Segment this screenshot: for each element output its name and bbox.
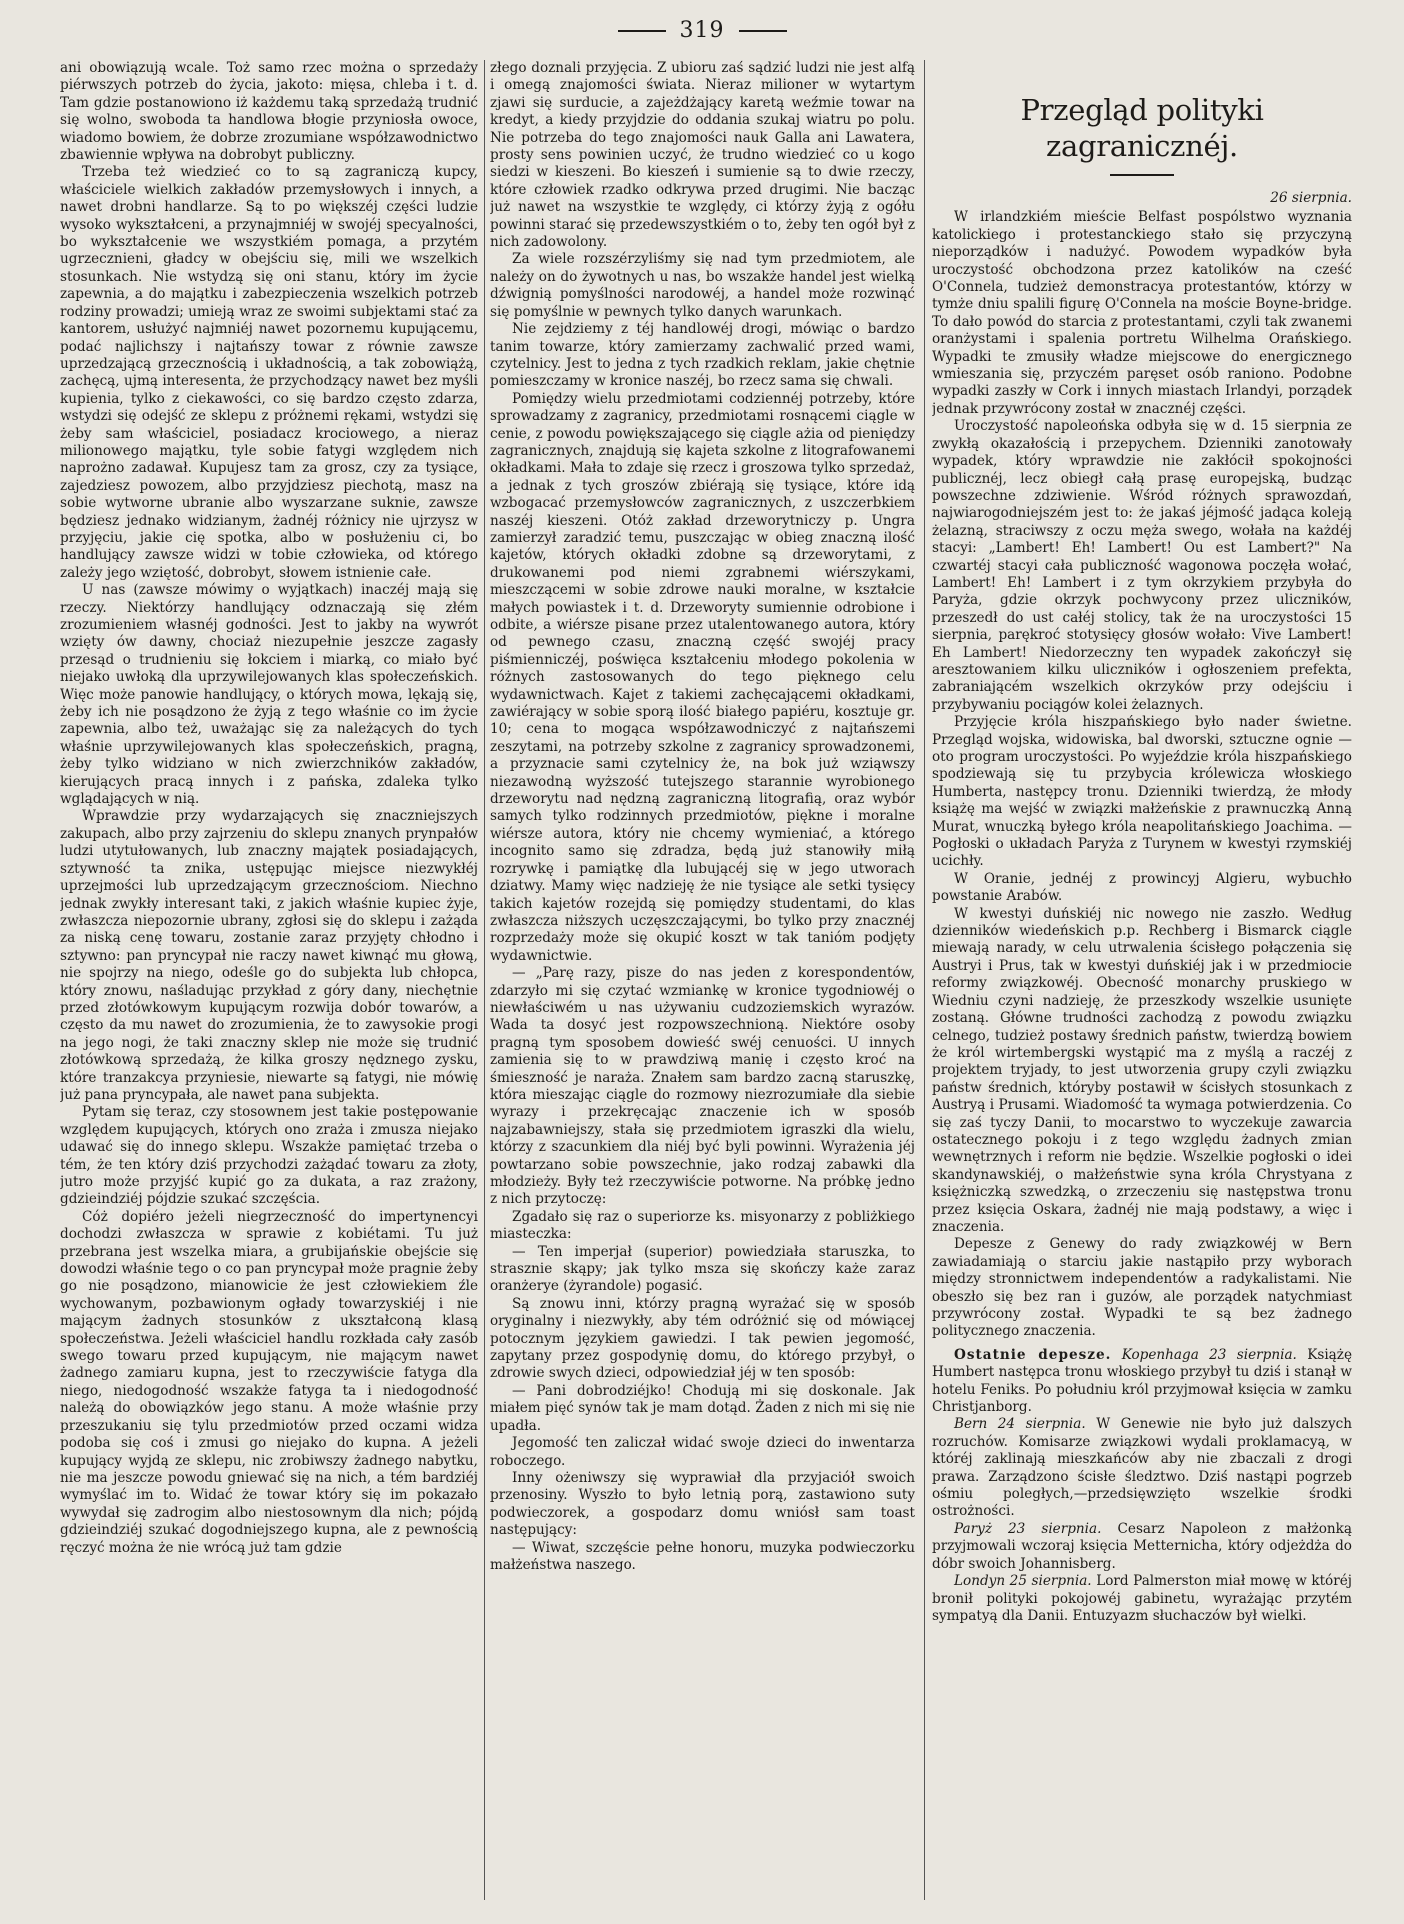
paragraph: Jegomość ten zaliczał widać swoje dzieci do inwentarza roboczego. (490, 1435, 915, 1469)
column-middle (490, 60, 915, 1905)
dispatch-item (932, 1573, 1352, 1625)
paragraph: złego doznali przyjęcia. Z ubioru zaś sądzić ludzi nie jest alfą i omegą znajomości świata. Nieraz milioner w wytartym zjawi się surducie, a zajeżdżający karetą weźmie towar na kredyt, a kiedy przyjdzie do oddania szukaj wiatru po polu. Nie potrzeba do tego znajomości nauk Galla ani Lawatera, prosty sens powinien uczyć, że trudno wiedzieć co u kogo siedzi w kieszeni. Bo kieszeń i sumienie są to dwie rzeczy, które człowiek rzadko odkrywa przed drugimi. Nie bacząc już nawet na wszystkie te względy, ci którzy żyją z ogółu powinni starać się przedewszystkiém o to, żeby ten ogół był z nich zadowolony. (490, 60, 915, 251)
paragraph: Za wiele rozszérzyliśmy się nad tym przedmiotem, ale należy on do żywotnych u nas, bo wszakże handel jest wielką dźwignią pomyślności narodowéj, a handel może rozwinąć się pomyślnie w pewnych tylko danych warunkach. (490, 251, 915, 320)
paragraph: — Ten imperjał (superior) powiedziała staruszka, to strasznie skąpy; jak tylko msza się skończy każe zaraz oranżerye (żyrandole) pogasić. (490, 1243, 915, 1295)
column-left (60, 60, 478, 1905)
dispatches-lead: Ostatnie depesze. (954, 1346, 1112, 1363)
column-rule-left (484, 60, 485, 1900)
dispatch-item (932, 1416, 1352, 1520)
header-dash-right (739, 30, 787, 32)
paragraph: W Oranie, jednéj z prowincyj Algieru, wybuchło powstanie Arabów. (932, 870, 1352, 905)
paragraph: Pomiędzy wielu przedmiotami codziennéj potrzeby, które sprowadzamy z zagranicy, przedmiotami rosnącemi ciągle w cenie, z powodu powiększającego się ciągle ażia od pieniędzy zagranicznych, znajdują się kajeta szkolne z litografowanemi okładkami. Mała to zdaje się rzecz i groszowa tylko sprzedaż, a jednak z tych groszów zbiérają się tysiące, które idą wzbogacać przemysłowców zagranicznych, z uszczerbkiem naszéj kieszeni. Otóż zakład drzeworytniczy p. Ungra zamierzył zaradzić temu, puszczając w obieg znaczną ilość kajetów, których okładki zdobne są drzeworytami, z drukowanemi pod niemi zgrabnemi wiérszykami, mieszczącemi w sobie zdrowe nauki moralne, w kształcie małych powiastek i t. d. Drzeworyty sumiennie odrobione i odbite, a wiérsze pisane przez utalentowanego autora, który od pewnego czasu, znaczną część swojéj pracy piśmienniczéj, poświęca kształceniu młodego pokolenia w różnych zastosowanych do tego pięknego celu wydawnictwach. Kajet z takiemi zachęcającemi okładkami, zawiérający w sobie sporą ilość białego papiéru, kosztuje gr. 10; cena to mogąca współzawodniczyć z najtańszemi zeszytami, na potrzeby szkolne z zagranicy sprowadzonemi, a przyznacie sami czytelnicy że, na bok już wziąwszy niezawodną wyższość tutejszego starannie wyrobionego drzeworytu nad nędzną zagraniczną litografią, oraz wybór samych tylko rodzinnych przedmiotów, piękne i moralne wiérsze autora, który nie chcemy wymieniać, a którego incognito samo się zdradza, będą już stanowiły miłą rozrywkę i pamiątkę dla lubującéj się w jego utworach dziatwy. Mamy więc nadzieję że nie tysiące ale setki tysięcy takich kajetów rozejdą się pomiędzy studentami, do klas zwłaszcza niższych uczęszczającymi, bo tylko przy znacznéj rozprzedaży może się okupić koszt w tak tanióm podjęty wydawnictwie. (490, 390, 915, 964)
paragraph: W kwestyi duńskiéj nic nowego nie zaszło. Według dzienników wiedeńskich p.p. Rechberg i Bismarck ciągle miewają narady, w celu utrwalenia ścisłego połączenia się Austryi i Prus, tak w kwestyi duńskiéj jak i w przedmiocie reformy związkowéj. Obecność monarchy pruskiego w Wiedniu czyni nadzieję, że przeszkody wszelkie usunięte zostaną. Główne trudności zachodzą z powodu związku celnego, tudzież postawy średnich państw, twierdzą bowiem że król wirtembergski wystąpić ma z myślą a raczéj z projektem tryjady, to jest utworzenia grupy czyli związku państw średnich, któryby postawił w ścisłych stosunkach z Austryą i Prusami. Wiadomość ta wymaga potwierdzenia. Co się zaś tyczy Danii, to mocarstwo to wyczekuje zawarcia ostatecznego pokoju i z tego względu żadnych zmian wewnętrznych i reform nie będzie. Wszelkie pogłoski o idei skandynawskiéj, o małżeństwie syna króla Chrystyana z księżniczką szwedzką, o zrzeczeniu się następstwa tronu przez księcia Oskara, żadnéj nie mają podstawy, a więc i znaczenia. (932, 905, 1352, 1235)
dispatch-text: Książę Humbert następca tronu włoskiego przybył tu dziś i stanął w hotelu Feniks. Po południu król przyjmował księcia w zamku Christjanborg. (932, 1346, 1352, 1416)
paragraph: — Pani dobrodziéjko! Chodują mi się doskonale. Jak miałem pięć synów tak je mam dotąd. Żaden z nich mi się nie upadła. (490, 1382, 915, 1434)
paragraph: — Wiwat, szczęście pełne honoru, muzyka podwieczorku małżeństwa naszego. (490, 1539, 915, 1573)
paragraph: Zgadało się raz o superiorze ks. misyonarzy z pobliżkiego miasteczka: (490, 1208, 915, 1243)
paragraph: W irlandzkiém mieście Belfast pospólstwo wyznania katolickiego i protestanckiego stało się przyczyną nieporządków i nadużyć. Powodem wypadków była uroczystość obchodzona przez katolików na cześć O'Connela, tudzież demonstracya protestantów, którzy w tymże dniu spalili figurę O'Connela na moście Boyne-bridge. To dało powód do starcia z protestantami, czyli tak zwanemi oranżystami i spalenia portretu Wilhelma Orańskiego. Wypadki te zmusiły władze miejscowe do energicznego wmieszania się, przyczém paręset osób raniono. Podobne wypadki zaszły w Cork i innych miastach Irlandyi, porządek jednak przywrócony został w znacznéj części. (932, 209, 1352, 417)
dispatch-place: Kopenhaga 23 sierpnia. (1121, 1346, 1297, 1363)
paragraph: Depesze z Genewy do rady związkowéj w Bern zawiadamiają o starciu jakie nastąpiło przy wyborach między stronnictwem independentów a radykalistami. Nie obeszło się bez ran i guzów, ale porządek natychmiast przywrócony został. Wypadki te są bez żadnego politycznego znaczenia. (932, 1236, 1352, 1340)
page-header (0, 18, 1404, 43)
paragraph: Pytam się teraz, czy stosownem jest takie postępowanie względem kupujących, których ono zraża i zmusza niejako udawać się do innego sklepu. Wszakże pamiętać trzeba o tém, że ten który dziś przychodzi zażądać towaru za złoty, jutro może przyjść kupić go za dukata, a raz zrażony, gdzieindziéj pójdzie szukać szczęścia. (60, 1104, 478, 1208)
column-right (932, 60, 1352, 1905)
paragraph: Nie zejdziemy z téj handlowéj drogi, mówiąc o bardzo tanim towarze, który zamierzamy zachwalić przed wami, czytelnicy. Jest to jedna z tych rzadkich reklam, jakie chętnie pomieszczamy w kronice naszéj, bo rzecz sama się chwali. (490, 321, 915, 390)
paragraph: U nas (zawsze mówimy o wyjątkach) inaczéj mają się rzeczy. Niektórzy handlujący odznaczają się złém zrozumieniem własnéj godności. Jest to jakby na wywrót wzięty ów dawny, chociaż niezupełnie jeszcze zagasły przesąd o trudnieniu się łokciem i miarką, co miało być niejako uwłoką dla uprzywilejowanych klas społeczeńskich. Więc może panowie handlujący, o których mowa, lękają się, żeby ich nie posądzono że żyją z tego właśnie co im życie zapewnia, albo też, uważając się za należących do tych właśnie uprzywilejowanych klas społeczeńskich, pragną, żeby tylko widziano w nich zwierzchników zakładów, kierujących pracą innych i z pańska, zdaleka tylko wglądających w nią. (60, 582, 478, 808)
dispatch-place: Bern 24 sierpnia. (954, 1416, 1086, 1433)
paragraph: Są znowu inni, którzy pragną wyrażać się w sposób oryginalny i niezwykły, aby tém odróżnić się od mówiącej potocznym językiem gawiedzi. I tak pewien jegomość, zapytany przez gospodynię domu, do którego przybył, o zdrowie swych dzieci, odpowiedział jéj w ten sposób: (490, 1295, 915, 1382)
dispatch-item (932, 1347, 1352, 1417)
dispatch-text: Lord Palmerston miał mowę w któréj bronił polityki pokojowéj gabinetu, wyrażając przytém sympatyą dla Danii. Entuzyazm słuchaczów był wielki. (932, 1573, 1352, 1624)
paragraph: Przyjęcie króla hiszpańskiego było nader świetne. Przegląd wojska, widowiska, bal dworski, sztuczne ognie — oto program uroczystości. Po wyjeździe króla hiszpańskiego spodziewają się tu przybycia królewicza włoskiego Humberta, następcy tronu. Dzienniki twierdzą, że młody książę ma wejść w związki małżeńskie z prawnuczką Anną Murat, wnuczką byłego króla neapolitańskiego Joachima. — Pogłoski o układach Paryża z Turynem w kwestyi rzymskiéj ucichły. (932, 714, 1352, 870)
dispatch-place: Londyn 25 sierpnia. (954, 1573, 1092, 1590)
header-dash-left (618, 30, 666, 32)
paragraph: Uroczystość napoleońska odbyła się w d. 15 sierpnia ze zwykłą okazałością i przepychem. Dzienniki zanotowały wypadek, który wprawdzie nie zakłócił spokojności publicznéj, lecz obiegł całą prasę europejską, budząc powszechne zdziwienie. Wśród różnych sprawozdań, najwiarogodniejszém jest to: że jakaś jéjmość jadąca koleją żelazną, straciwszy z oczu męża swego, wołała na każdéj stacyi: „Lambert! Eh! Lambert! Ou est Lambert?" Na czwartéj stacyi cała publiczność wagonowa poczęła wołać, Lambert! Eh! Lambert i z tym okrzykiem przybyła do Paryża, gdzie okrzyk pochwycony przez uliczników, przeszedł do ust całéj stolicy, tak że na uroczystości 15 sierpnia, parękroć stotysięcy głosów wołało: Vive Lambert! Eh Lambert! Niedorzeczny ten wypadek zakończył się aresztowaniem kilku uliczników i ogłoszeniem prefekta, zabraniającém wszelkich okrzyków przy odejściu i przybywaniu pociągów kolei żelaznych. (932, 418, 1352, 713)
dispatch-text: Cesarz Napoleon z małżonką przyjmowali wczoraj księcia Metternicha, który odjeżdża do dóbr swoich Johannisberg. (932, 1520, 1352, 1572)
column-rule-right (924, 60, 925, 1900)
page-number: 319 (679, 18, 725, 43)
title-rule (1110, 174, 1174, 176)
section-date: 26 sierpnia. (1270, 190, 1352, 206)
paragraph: Inny ożeniwszy się wyprawiał dla przyjaciół swoich przenosiny. Wyszło to było letnią porą, zastawiono suty podwieczorek, a gospodarz domu wniósł sam toast następujący: (490, 1469, 915, 1539)
paragraph: Trzeba też wiedzieć co to są zagraniczą kupcy, właściciele wielkich zakładów przemysłowych i innych, a nawet drobni handlarze. Są to po większéj części ludzie wysoko wykształceni, a przynajmniéj w swojéj specyalności, bo wykształcenie we wszystkiém pomaga, a przytém ugrzecznieni, gładcy w obejściu się, mili we wszelkich stosunkach. Nie wstydzą się oni stanu, który im życie zapewnia, a do majątku i zabezpieczenia wszelkich potrzeb rodziny prowadzi; umieją wraz ze swoimi subjektami stać za kantorem, usłużyć najmniéj nawet pozornemu kupującemu, podać najlichszy i najtańszy towar z równie zawsze uprzedzającą grzecznością i układnością, a tak zobowiążą, zachęcą, ujmą interesenta, że przychodzący nawet bez myśli kupienia, tylko z ciekawości, co się bardzo często zdarza, wstydzi się odejść ze sklepu z próżnemi rękami, wstydzi się żeby sam właściciel, posiadacz krociowego, a nieraz milionowego majątku, tyle sobie fatygi względem nich naprożno zadawał. Kupujesz tam za grosz, czy za tysiące, zajedziesz powozem, albo przyjdziesz piechotą, masz na sobie wytworne ubranie albo wyszarzane suknie, zawsze będziesz jednako widzianym, żadnéj różnicy nie ujrzysz w przyjęciu, jakie cię spotka, albo w posłużeniu ci, bo handlujący zawsze widzi w tobie człowieka, od którego zależy jego wziętość, dobrobyt, słowem istnienie całe. (60, 164, 478, 581)
paragraph: ani obowiązują wcale. Toż samo rzec można o sprzedaży piérwszych potrzeb do życia, jakoto: mięsa, chleba i t. d. Tam gdzie postanowiono iż każdemu taką sprzedażą trudnić się wolno, swoboda ta handlowa błogie przyniosła owoce, wiadomo bowiem, że dobrze zrozumiane współzawodnictwo zbawiennie wpływa na dobrobyt publiczny. (60, 60, 478, 164)
dispatch-text: W Genewie nie było już dalszych rozruchów. Komisarze związkowi wydali proklamacyą, w któréj zaklinają mieszkańców aby nie zbaczali z drogi prawa. Zarządzono ścisłe śledztwo. Dziś nastąpi pogrzeb ośmiu poległych,—przedsięwzięto wszelkie środki ostrożności. (932, 1416, 1352, 1520)
paragraph: — „Parę razy, pisze do nas jeden z korespondentów, zdarzyło mi się czytać wzmiankę w kronice tygodniowéj o niewłaściwém u nas używaniu cudzoziemskich wyrazów. Wada ta dosyć jest rozpowszechnioną. Niektóre osoby pragną tym sposobem dowieść swéj cenuości. U innych zamienia się to w prawdziwą manię i często kroć na śmieszność je naraża. Znałem sam bardzo zacną staruszkę, która mieszając ciągle do rozmowy niezrozumiałe dla siebie wyrazy i przekręcając znaczenie ich w sposób najzabawniejszy, stała się przedmiotem igraszki dla wielu, którzy z szacunkiem dla niéj być byli powinni. Wyrażenia jéj powtarzano sobie powszechnie, jako rodzaj zabawki dla młodzieży. Były też rzeczywiście potworne. Na próbkę jedno z nich przytoczę: (490, 965, 915, 1208)
dispatch-item (932, 1521, 1352, 1573)
paragraph: Wprawdzie przy wydarzających się znaczniejszych zakupach, albo przy zajrzeniu do sklepu znanych prynpałów ludzi utytułowanych, lub znaczny majątek posiadających, sztywność ta znika, ustępując miejsce niezwykłéj uprzejmości lub uprzedzającym grzecznościom. Niechno jednak zwykły interesant taki, z jakich właśnie kupiec żyje, zwłaszcza niepozornie ubrany, zgłosi się do sklepu i zażąda za niską cenę towaru, zostanie zaraz przyjęty chłodno i sztywno: pan pryncypał nie raczy nawet kiwnąć mu głową, nie spojrzy na niego, odeśle go do subjekta lub chłopca, który znowu, naśladując przykład z góry dany, niechętnie przed złotówkowym kupującym rozwija dobór towarów, a często da mu nawet do zrozumienia, że to zawysokie progi na jego nogi, że taki znaczny sklep nie może się trudnić złotówkową sprzedażą, że kilka groszy nędznego zysku, które tranzakcya przyniesie, niewarte są fatygi, nie mówię już pana pryncypała, ale nawet pana subjekta. (60, 808, 478, 1103)
paragraph: Cóż dopiéro jeżeli niegrzeczność do impertynencyi dochodzi zwłaszcza w sprawie z kobiétami. Tu już przebrana jest wszelka miara, a grubijańskie obejście się dowodzi właśnie tego o co pan pryncypał może pragnie żeby go nie posądzono, mianowicie że jest człowiekiem źle wychowanym, pozbawionym ogłady towarzyskiéj i nie mającym żadnych stosunków z ukształconą klasą społeczeństwa. Jeżeli właściciel handlu rozkłada cały zasób swego towaru przed kupującym, nie mającym nawet żadnego zamiaru kupna, jest to rzeczywiście fatyga dla niego, niedogodność wszakże fatyga ta i niedogodność należą do obowiązków jego stanu. A może właśnie przy przeszukaniu się tylu przedmiotów przed oczami widza podoba się coś i zmusi go niejako do kupna. A jeżeli kupujący wyjdą ze sklepu, nic zrobiwszy żadnego nabytku, nie ma jeszcze powodu gniewać się na nich, a tém bardziéj wymyślać im to. Widać że towar który się im pokazało wywydał się zadrogim albo niestosownym dla nich; pójdą gdzieindziéj szukać dogodniejszego kupna, ale z pewnością ręczyć można że nie wrócą już tam gdzie (60, 1208, 478, 1556)
dispatch-place: Paryż 23 sierpnia. (954, 1520, 1102, 1537)
section-title: Przegląd polityki zagranicznéj. (1020, 93, 1264, 163)
